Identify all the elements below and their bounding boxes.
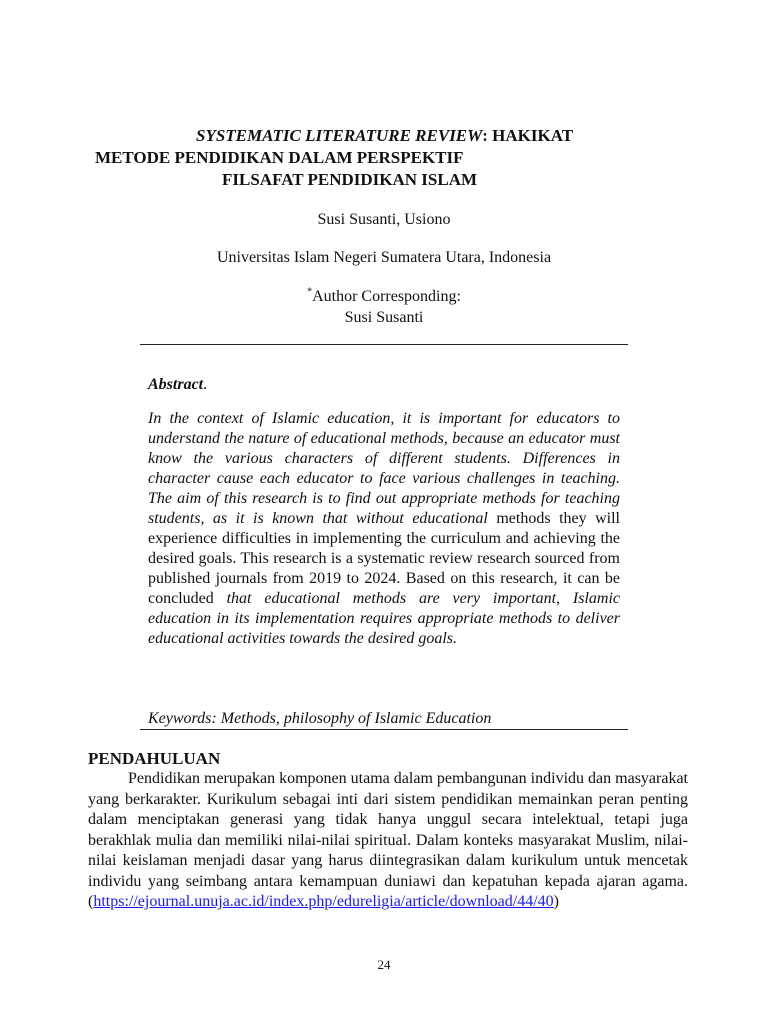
abstract-italic-part-2: that educational methods are very important, Islamic education in its implementation requires appropriate methods to deliver educational activities towards the desired goals.: [148, 590, 620, 647]
paper-title-line-2: METODE PENDIDIKAN DALAM PERSPEKTIF: [95, 148, 464, 167]
corresponding-label-text: Author Corresponding:: [312, 288, 461, 305]
author-affiliation: Universitas Islam Negeri Sumatera Utara, Indonesia: [216, 249, 552, 266]
abstract-top-rule: [140, 344, 628, 345]
abstract-label-dot: .: [203, 376, 208, 393]
introduction-paragraph: [88, 769, 688, 913]
paper-title-line-1: [196, 126, 573, 146]
introduction-text: Pendidikan merupakan komponen utama dalam pembangunan individu dan masyarakat yang berkarakter. Kurikulum sebagai inti dari sistem pendidikan memainkan peran penting dalam menciptakan generasi yang tidak hanya unggul secara intelektual, tetapi juga berakhlak mulia dan memiliki nilai-nilai spiritual. Dalam konteks masyarakat Muslim, nilai-nilai keislaman menjadi dasar yang harus diintegrasikan dalam kurikulum untuk mencetak individu yang seimbang antara kemampuan duniawi dan kepatuhan kepada ajaran agama.: [88, 770, 688, 890]
abstract-label: Abstract: [148, 376, 204, 393]
corresponding-author-label: [0, 287, 768, 307]
reference-link[interactable]: https://ejournal.unuja.ac.id/index.php/edureligia/article/download/44/40: [93, 893, 554, 910]
paper-title-line-3: FILSAFAT PENDIDIKAN ISLAM: [222, 170, 478, 189]
page-number: 24: [377, 957, 391, 972]
link-close-paren: ): [553, 893, 559, 910]
abstract-normal-part: methods they will experience difficulties in implementing the curriculum and achieving the desired goals. This research is a systematic review research sourced from published journals from 2019 to 2024. Based on this research, it can be concluded: [148, 510, 620, 607]
corresponding-author-name: Susi Susanti: [344, 309, 424, 326]
corresponding-marker: *: [307, 286, 313, 298]
abstract-text: [148, 409, 620, 649]
abstract-italic-part-1: In the context of Islamic education, it is important for educators to understand the nature of educational methods, because an educator must know the various characters of different students. Differences in character cause each educator to face various challenges in teaching. The aim of this research is to find out appropriate methods for teaching students, as it is known that without educational: [148, 410, 620, 527]
keywords: Keywords: Methods, philosophy of Islamic Education: [140, 709, 628, 730]
section-heading: PENDAHULUAN: [88, 749, 221, 768]
author-names: Susi Susanti, Usiono: [317, 211, 451, 228]
link-open-paren: (: [88, 893, 94, 910]
title-rest-part: : HAKIKAT: [482, 126, 574, 145]
title-italic-part: SYSTEMATIC LITERATURE REVIEW: [196, 126, 483, 145]
abstract-heading: [148, 375, 207, 395]
